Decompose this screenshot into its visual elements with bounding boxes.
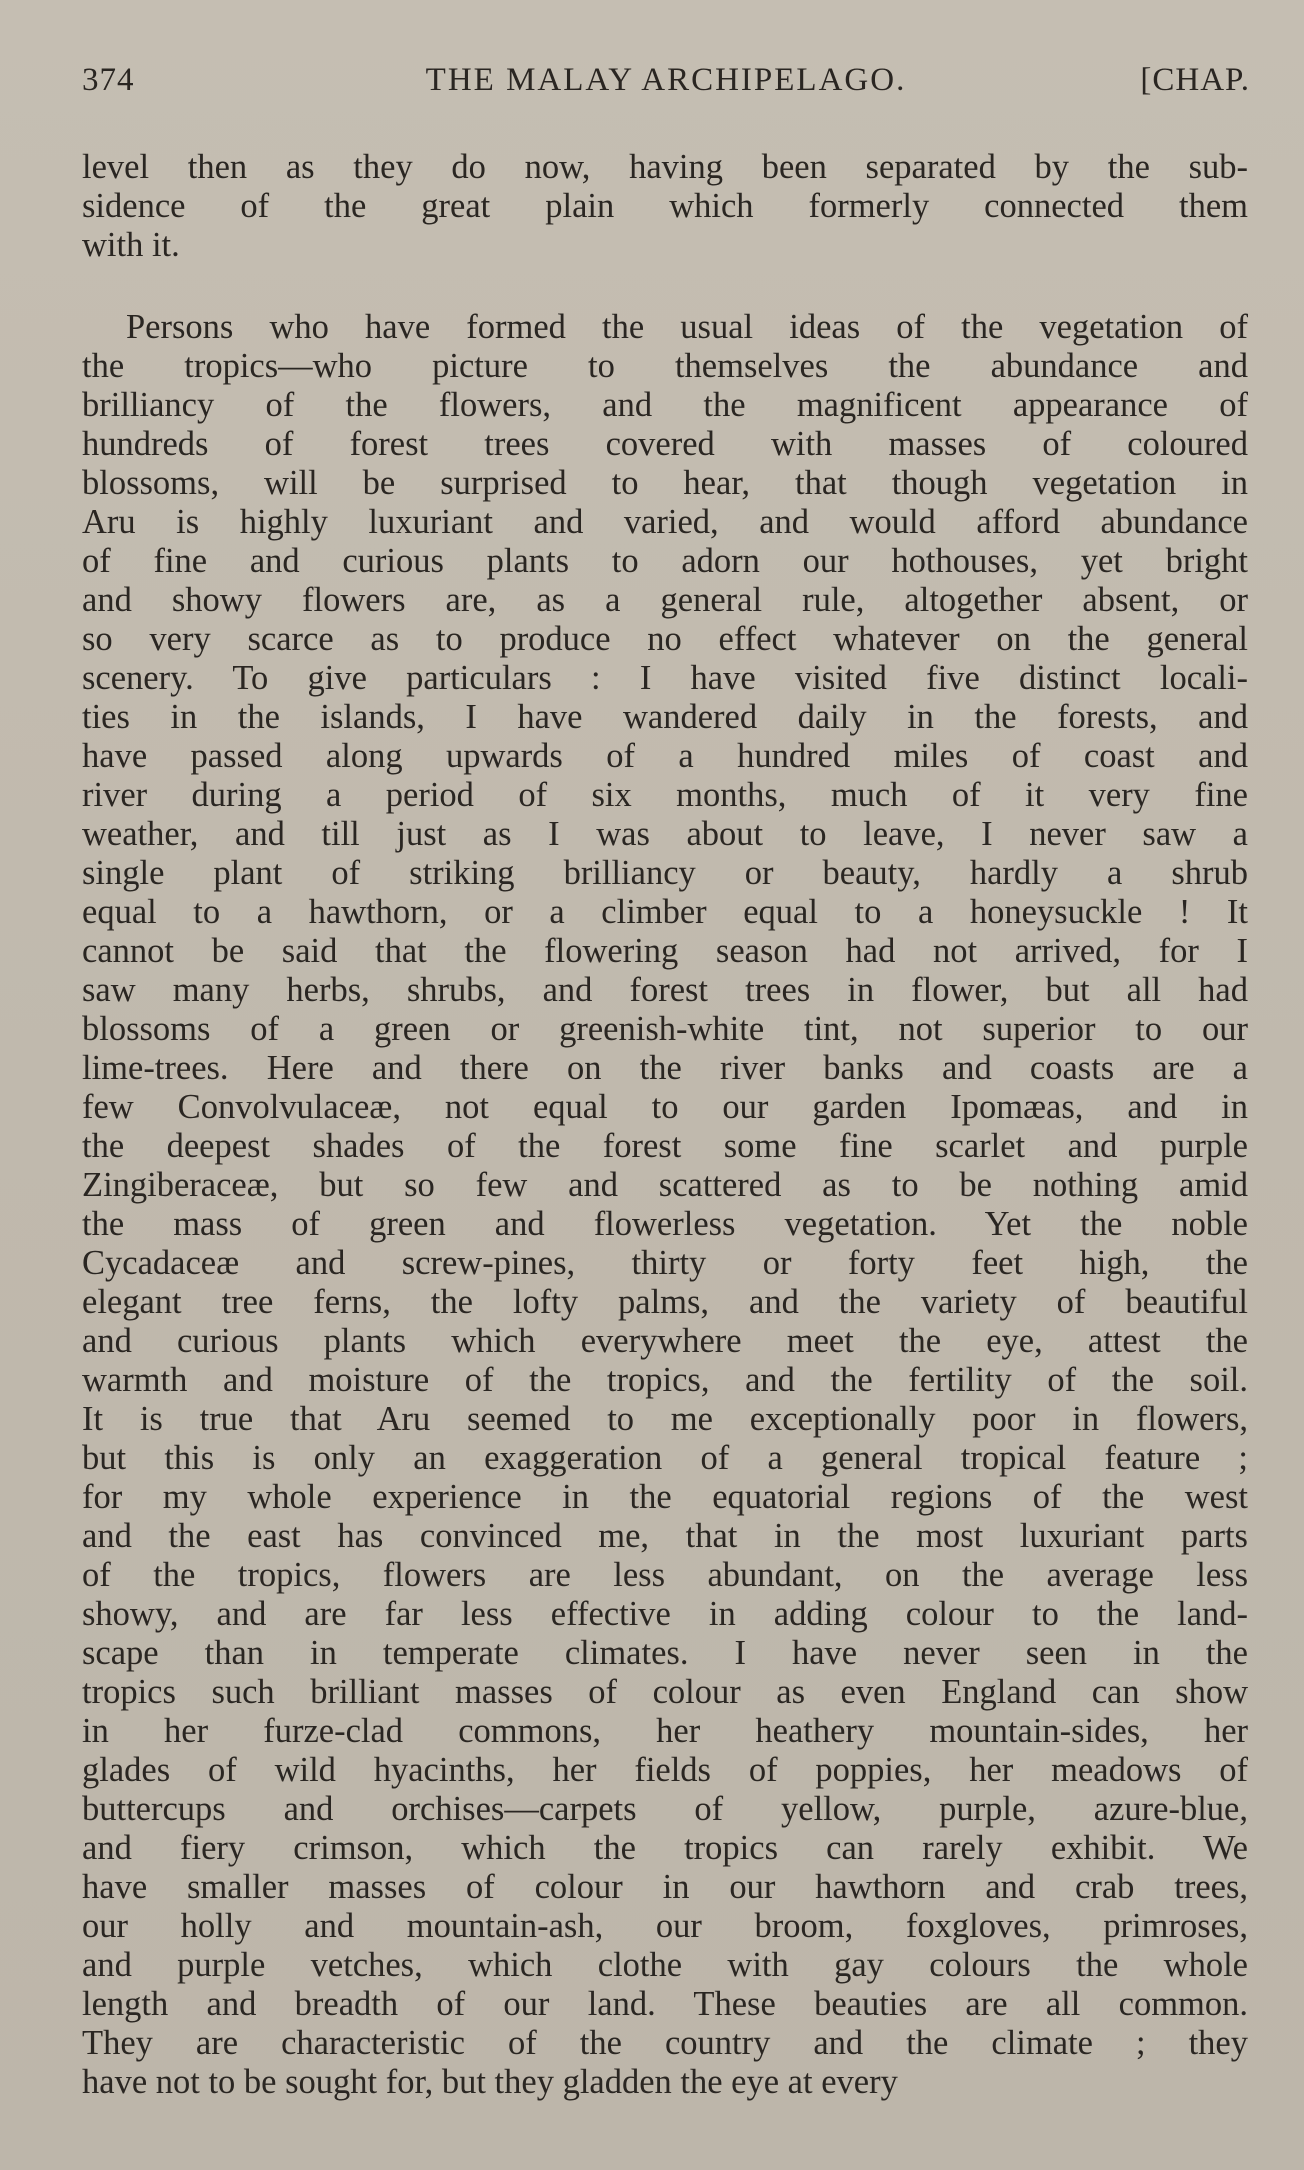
text-line: and curious plants which everywhere meet the eye, attest the <box>82 1322 1248 1360</box>
text-line: the mass of green and flowerless vegetation. Yet the noble <box>82 1205 1248 1243</box>
chapter-mark: [CHAP. <box>1140 62 1250 98</box>
text-line: cannot be said that the flowering season had not arrived, for I <box>82 932 1248 970</box>
page-number: 374 <box>82 62 135 98</box>
text-line: and purple vetches, which clothe with gay colours the whole <box>82 1946 1248 1984</box>
text-line: ties in the islands, I have wandered daily in the forests, and <box>82 698 1248 736</box>
text-line: level then as they do now, having been separated by the sub- <box>82 148 1248 186</box>
text-line: showy, and are far less effective in adding colour to the land- <box>82 1595 1248 1633</box>
text-line: buttercups and orchises—carpets of yellow, purple, azure-blue, <box>82 1790 1248 1828</box>
text-line: hundreds of forest trees covered with masses of coloured <box>82 425 1248 463</box>
paragraph <box>82 148 1248 265</box>
text-line: Zingiberaceæ, but so few and scattered as to be nothing amid <box>82 1166 1248 1204</box>
text-line: tropics such brilliant masses of colour as even England can show <box>82 1673 1248 1711</box>
text-line: the deepest shades of the forest some fine scarlet and purple <box>82 1127 1248 1165</box>
text-line: our holly and mountain-ash, our broom, foxgloves, primroses, <box>82 1907 1248 1945</box>
text-line: the tropics—who picture to themselves the abundance and <box>82 347 1248 385</box>
text-line: length and breadth of our land. These beauties are all common. <box>82 1985 1248 2023</box>
text-line: Aru is highly luxuriant and varied, and would afford abundance <box>82 503 1248 541</box>
text-line: have not to be sought for, but they gladden the eye at every <box>82 2063 898 2101</box>
text-line: single plant of striking brilliancy or beauty, hardly a shrub <box>82 854 1248 892</box>
text-line: blossoms, will be surprised to hear, that though vegetation in <box>82 464 1248 502</box>
paragraph <box>82 308 1248 2102</box>
text-line: for my whole experience in the equatorial regions of the west <box>82 1478 1248 1516</box>
text-line: scenery. To give particulars : I have visited five distinct locali- <box>82 659 1248 697</box>
text-line: warmth and moisture of the tropics, and the fertility of the soil. <box>82 1361 1248 1399</box>
text-line: of the tropics, flowers are less abundant, on the average less <box>82 1556 1248 1594</box>
text-line: It is true that Aru seemed to me exceptionally poor in flowers, <box>82 1400 1248 1438</box>
text-line: of fine and curious plants to adorn our hothouses, yet bright <box>82 542 1248 580</box>
text-line: equal to a hawthorn, or a climber equal to a honeysuckle ! It <box>82 893 1248 931</box>
text-line: sidence of the great plain which formerly connected them <box>82 187 1248 225</box>
text-line: few Convolvulaceæ, not equal to our garden Ipomæas, and in <box>82 1088 1248 1126</box>
text-line: scape than in temperate climates. I have never seen in the <box>82 1634 1248 1672</box>
body-text <box>82 148 1248 2102</box>
text-line: and showy flowers are, as a general rule, altogether absent, or <box>82 581 1248 619</box>
text-line: glades of wild hyacinths, her fields of poppies, her meadows of <box>82 1751 1248 1789</box>
text-line: lime-trees. Here and there on the river banks and coasts are a <box>82 1049 1248 1087</box>
text-line: Persons who have formed the usual ideas of the vegetation of <box>126 308 1248 346</box>
text-line: have passed along upwards of a hundred miles of coast and <box>82 737 1248 775</box>
text-line: river during a period of six months, much of it very fine <box>82 776 1248 814</box>
text-line: weather, and till just as I was about to leave, I never saw a <box>82 815 1248 853</box>
text-line: and fiery crimson, which the tropics can rarely exhibit. We <box>82 1829 1248 1867</box>
text-line: Cycadaceæ and screw-pines, thirty or forty feet high, the <box>82 1244 1248 1282</box>
paragraph-gap <box>82 265 1248 308</box>
text-line: and the east has convinced me, that in the most luxuriant parts <box>82 1517 1248 1555</box>
text-line: but this is only an exaggeration of a general tropical feature ; <box>82 1439 1248 1477</box>
text-line: blossoms of a green or greenish-white tint, not superior to our <box>82 1010 1248 1048</box>
running-title: THE MALAY ARCHIPELAGO. <box>425 62 907 98</box>
text-line: have smaller masses of colour in our hawthorn and crab trees, <box>82 1868 1248 1906</box>
text-line: saw many herbs, shrubs, and forest trees in flower, but all had <box>82 971 1248 1009</box>
text-line: in her furze-clad commons, her heathery mountain-sides, her <box>82 1712 1248 1750</box>
running-head <box>82 62 1250 106</box>
text-line: elegant tree ferns, the lofty palms, and the variety of beautiful <box>82 1283 1248 1321</box>
text-line: so very scarce as to produce no effect whatever on the general <box>82 620 1248 658</box>
text-line: They are characteristic of the country and the climate ; they <box>82 2024 1248 2062</box>
text-line: brilliancy of the flowers, and the magnificent appearance of <box>82 386 1248 424</box>
text-line: with it. <box>82 226 180 264</box>
